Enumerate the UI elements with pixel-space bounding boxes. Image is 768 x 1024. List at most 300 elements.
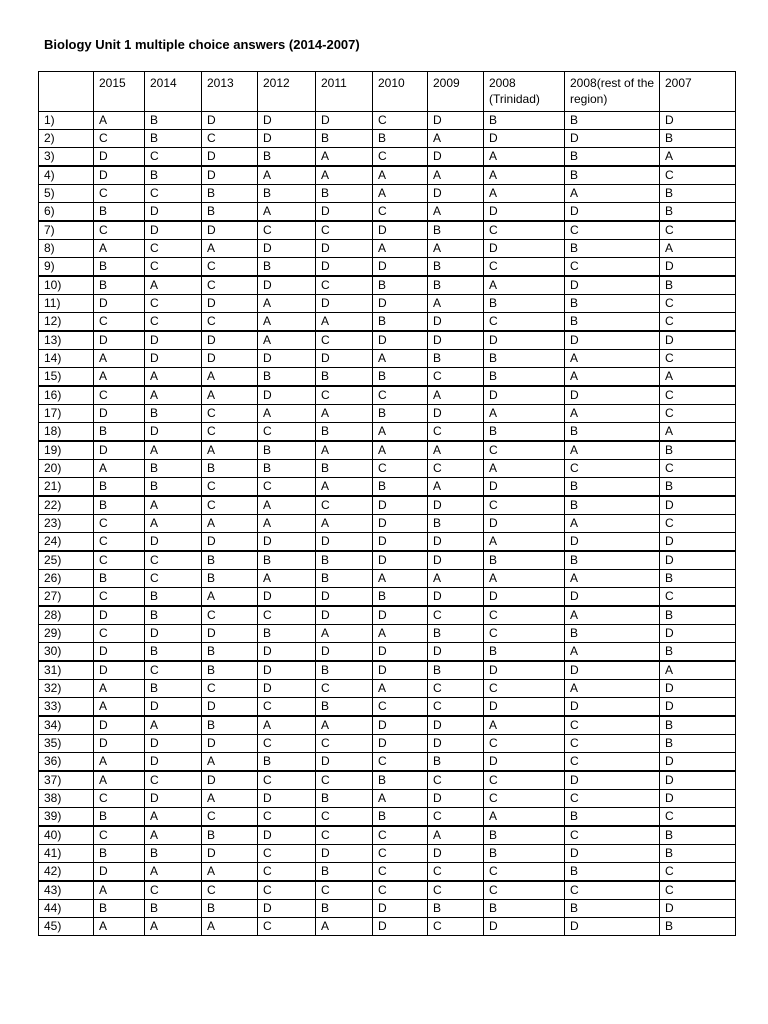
question-number-cell: 7)	[39, 221, 94, 240]
answer-cell: C	[94, 790, 145, 808]
answer-cell: B	[258, 551, 316, 570]
question-number-cell: 18)	[39, 423, 94, 442]
answer-cell: B	[316, 698, 373, 717]
answer-cell: C	[660, 515, 736, 533]
answer-cell: C	[145, 240, 202, 258]
answer-cell: D	[660, 900, 736, 918]
answer-cell: D	[484, 753, 565, 772]
answer-cell: C	[428, 808, 484, 827]
answer-cell: C	[258, 606, 316, 625]
answer-cell: D	[660, 753, 736, 772]
answer-cell: D	[565, 918, 660, 936]
answer-cell: A	[373, 680, 428, 698]
answer-cell: B	[316, 185, 373, 203]
answer-cell: B	[94, 478, 145, 497]
question-number-cell: 29)	[39, 625, 94, 643]
answer-cell: C	[202, 276, 258, 295]
header-cell: 2008(rest of the region)	[565, 72, 660, 112]
answer-cell: C	[94, 130, 145, 148]
answer-cell: D	[660, 112, 736, 130]
answer-cell: B	[660, 570, 736, 588]
answer-cell: C	[202, 258, 258, 277]
answer-cell: B	[660, 130, 736, 148]
answer-cell: C	[316, 735, 373, 753]
table-row	[39, 716, 736, 735]
answer-cell: C	[428, 881, 484, 900]
table-row	[39, 350, 736, 368]
answer-cell: B	[94, 496, 145, 515]
answer-cell: D	[484, 515, 565, 533]
answer-cell: C	[373, 148, 428, 167]
table-row	[39, 295, 736, 313]
answer-cell: C	[145, 313, 202, 332]
answer-cell: C	[660, 295, 736, 313]
answer-cell: D	[565, 588, 660, 607]
answer-cell: A	[428, 130, 484, 148]
answer-cell: B	[145, 845, 202, 863]
answer-cell: D	[660, 698, 736, 717]
answer-cell: A	[258, 515, 316, 533]
answer-cell: B	[428, 221, 484, 240]
answer-cell: A	[258, 313, 316, 332]
answer-cell: A	[94, 881, 145, 900]
answer-cell: D	[428, 845, 484, 863]
answer-cell: B	[316, 900, 373, 918]
answer-cell: A	[94, 680, 145, 698]
answer-cell: B	[565, 478, 660, 497]
answer-cell: D	[373, 258, 428, 277]
answer-cell: A	[660, 368, 736, 387]
answer-cell: A	[484, 276, 565, 295]
header-row	[39, 72, 736, 112]
answer-cell: B	[565, 808, 660, 827]
answer-cell: D	[258, 130, 316, 148]
answer-cell: C	[373, 753, 428, 772]
question-number-cell: 20)	[39, 460, 94, 478]
answer-cell: B	[145, 460, 202, 478]
table-row	[39, 643, 736, 662]
answer-cell: D	[145, 698, 202, 717]
answer-cell: A	[258, 203, 316, 222]
answer-cell: D	[94, 716, 145, 735]
answer-cell: D	[316, 258, 373, 277]
answer-cell: B	[258, 753, 316, 772]
answer-cell: A	[145, 368, 202, 387]
answer-cell: B	[660, 735, 736, 753]
answer-cell: A	[484, 716, 565, 735]
answer-cell: D	[660, 771, 736, 790]
answer-cell: D	[428, 148, 484, 167]
answer-cell: A	[428, 478, 484, 497]
answer-cell: C	[484, 258, 565, 277]
answer-cell: D	[660, 680, 736, 698]
answer-cell: C	[484, 606, 565, 625]
header-cell: 2010	[373, 72, 428, 112]
answer-cell: C	[660, 386, 736, 405]
answer-cell: D	[145, 625, 202, 643]
answer-cell: D	[373, 716, 428, 735]
answer-cell: D	[145, 533, 202, 552]
answer-cell: C	[145, 295, 202, 313]
answer-cell: B	[145, 680, 202, 698]
answer-cell: D	[373, 551, 428, 570]
answer-cell: D	[484, 130, 565, 148]
answer-cell: D	[258, 112, 316, 130]
answer-cell: D	[428, 112, 484, 130]
answer-cell: B	[258, 368, 316, 387]
answer-cell: A	[373, 570, 428, 588]
answer-cell: C	[373, 863, 428, 882]
answer-cell: D	[202, 166, 258, 185]
answer-cell: B	[258, 185, 316, 203]
answer-cell: D	[258, 826, 316, 845]
answer-cell: B	[94, 900, 145, 918]
question-number-cell: 37)	[39, 771, 94, 790]
answer-cell: D	[565, 771, 660, 790]
answer-cell: B	[484, 423, 565, 442]
answer-cell: C	[316, 826, 373, 845]
answer-cell: D	[258, 533, 316, 552]
table-row	[39, 808, 736, 827]
answer-cell: C	[373, 845, 428, 863]
answer-cell: B	[565, 625, 660, 643]
answer-cell: C	[316, 276, 373, 295]
answer-cell: D	[316, 606, 373, 625]
answer-cell: D	[316, 350, 373, 368]
answer-cell: D	[258, 900, 316, 918]
answer-cell: B	[316, 863, 373, 882]
table-row	[39, 863, 736, 882]
answer-cell: C	[316, 496, 373, 515]
answer-cell: A	[316, 148, 373, 167]
answer-cell: D	[660, 533, 736, 552]
answer-cell: D	[202, 350, 258, 368]
question-number-cell: 35)	[39, 735, 94, 753]
question-number-cell: 12)	[39, 313, 94, 332]
answer-cell: A	[484, 405, 565, 423]
answer-cell: C	[484, 221, 565, 240]
table-row	[39, 588, 736, 607]
answer-cell: C	[428, 460, 484, 478]
answer-cell: C	[660, 863, 736, 882]
question-number-cell: 42)	[39, 863, 94, 882]
answer-cell: A	[258, 166, 316, 185]
table-row	[39, 478, 736, 497]
answer-cell: C	[202, 808, 258, 827]
answer-cell: B	[373, 368, 428, 387]
answer-cell: D	[660, 496, 736, 515]
question-number-cell: 36)	[39, 753, 94, 772]
answer-cell: B	[202, 185, 258, 203]
question-number-cell: 43)	[39, 881, 94, 900]
answer-cell: B	[145, 112, 202, 130]
answer-cell: B	[660, 643, 736, 662]
answer-cell: D	[565, 276, 660, 295]
table-row	[39, 331, 736, 350]
answer-cell: D	[373, 900, 428, 918]
answer-cell: B	[145, 588, 202, 607]
answer-cell: A	[316, 478, 373, 497]
question-number-cell: 31)	[39, 661, 94, 680]
answer-cell: A	[373, 350, 428, 368]
answer-cell: D	[484, 698, 565, 717]
table-row	[39, 405, 736, 423]
question-number-cell: 27)	[39, 588, 94, 607]
answer-cell: A	[373, 423, 428, 442]
answer-cell: B	[428, 661, 484, 680]
answer-cell: B	[258, 258, 316, 277]
table-row	[39, 460, 736, 478]
answer-cell: D	[428, 588, 484, 607]
answer-cell: D	[94, 606, 145, 625]
answer-cell: D	[145, 790, 202, 808]
answer-cell: C	[316, 771, 373, 790]
answer-cell: C	[94, 588, 145, 607]
question-number-cell: 2)	[39, 130, 94, 148]
answer-cell: D	[94, 295, 145, 313]
header-cell: 2009	[428, 72, 484, 112]
question-number-cell: 33)	[39, 698, 94, 717]
answer-cell: D	[428, 533, 484, 552]
question-number-cell: 34)	[39, 716, 94, 735]
answer-cell: C	[428, 368, 484, 387]
answer-cell: C	[202, 606, 258, 625]
table-header	[39, 72, 736, 112]
answer-cell: B	[145, 166, 202, 185]
answer-cell: B	[316, 551, 373, 570]
answer-cell: C	[145, 551, 202, 570]
header-cell: 2012	[258, 72, 316, 112]
answer-cell: C	[202, 405, 258, 423]
answer-cell: C	[202, 478, 258, 497]
table-row	[39, 166, 736, 185]
answer-cell: A	[258, 405, 316, 423]
answer-cell: C	[484, 790, 565, 808]
table-row	[39, 112, 736, 130]
answer-cell: D	[484, 386, 565, 405]
answer-cell: D	[565, 130, 660, 148]
answer-cell: A	[202, 441, 258, 460]
answer-cell: A	[484, 460, 565, 478]
answer-cell: D	[202, 735, 258, 753]
answer-cell: B	[428, 350, 484, 368]
answer-cell: A	[565, 441, 660, 460]
answer-cell: D	[565, 386, 660, 405]
answer-cell: A	[373, 240, 428, 258]
answer-cell: C	[428, 698, 484, 717]
answer-cell: D	[428, 735, 484, 753]
answer-cell: C	[373, 698, 428, 717]
answer-cell: A	[258, 496, 316, 515]
answer-cell: A	[94, 460, 145, 478]
answer-cell: A	[316, 515, 373, 533]
answer-cell: C	[565, 826, 660, 845]
answer-cell: B	[565, 295, 660, 313]
answer-cell: C	[258, 735, 316, 753]
answer-cell: D	[202, 625, 258, 643]
answer-cell: A	[94, 753, 145, 772]
answer-cell: A	[258, 716, 316, 735]
answer-cell: D	[660, 551, 736, 570]
question-number-cell: 19)	[39, 441, 94, 460]
answer-cell: B	[565, 900, 660, 918]
answer-cell: A	[202, 790, 258, 808]
answer-cell: B	[145, 643, 202, 662]
answer-cell: B	[202, 900, 258, 918]
answer-cell: C	[94, 826, 145, 845]
answer-cell: B	[202, 826, 258, 845]
answer-cell: D	[202, 698, 258, 717]
answer-cell: C	[258, 845, 316, 863]
answer-cell: A	[145, 918, 202, 936]
answer-cell: A	[316, 918, 373, 936]
answer-cell: D	[202, 148, 258, 167]
answer-cell: B	[660, 441, 736, 460]
table-row	[39, 221, 736, 240]
answer-cell: B	[202, 661, 258, 680]
answer-cell: B	[373, 276, 428, 295]
answer-cell: A	[565, 606, 660, 625]
answer-cell: C	[258, 698, 316, 717]
question-number-cell: 16)	[39, 386, 94, 405]
answer-cell: D	[258, 643, 316, 662]
table-row	[39, 313, 736, 332]
answer-cell: B	[660, 918, 736, 936]
question-number-cell: 3)	[39, 148, 94, 167]
answer-cell: A	[94, 112, 145, 130]
answer-cell: D	[258, 588, 316, 607]
answer-cell: C	[94, 221, 145, 240]
answer-cell: A	[660, 240, 736, 258]
answer-cell: B	[373, 771, 428, 790]
answer-cell: B	[94, 258, 145, 277]
answer-cell: A	[316, 405, 373, 423]
table-row	[39, 918, 736, 936]
table-row	[39, 625, 736, 643]
answer-cell: D	[373, 643, 428, 662]
answer-cell: D	[565, 203, 660, 222]
answer-cell: B	[145, 606, 202, 625]
answer-cell: A	[373, 166, 428, 185]
answer-cell: C	[94, 313, 145, 332]
answer-cell: A	[94, 771, 145, 790]
answer-cell: A	[202, 515, 258, 533]
question-number-cell: 45)	[39, 918, 94, 936]
answer-cell: B	[484, 900, 565, 918]
answer-cell: A	[660, 148, 736, 167]
answer-cell: C	[145, 185, 202, 203]
answer-cell: C	[373, 460, 428, 478]
table-row	[39, 551, 736, 570]
question-number-cell: 14)	[39, 350, 94, 368]
answer-cell: C	[94, 386, 145, 405]
answer-cell: B	[316, 130, 373, 148]
answer-cell: D	[373, 515, 428, 533]
answer-cell: A	[565, 368, 660, 387]
answer-cell: B	[484, 350, 565, 368]
answer-cell: C	[145, 771, 202, 790]
answer-cell: C	[428, 423, 484, 442]
answer-cell: B	[565, 148, 660, 167]
document-title: Biology Unit 1 multiple choice answers (2014-2007)	[44, 37, 360, 52]
table-row	[39, 441, 736, 460]
question-number-cell: 15)	[39, 368, 94, 387]
answer-cell: D	[258, 386, 316, 405]
answer-cell: D	[428, 185, 484, 203]
question-number-cell: 28)	[39, 606, 94, 625]
answer-cell: D	[202, 221, 258, 240]
answer-cell: B	[316, 570, 373, 588]
answer-cell: D	[373, 606, 428, 625]
header-cell: 2011	[316, 72, 373, 112]
table-row	[39, 771, 736, 790]
answer-cell: C	[258, 771, 316, 790]
answer-cell: C	[565, 258, 660, 277]
table-body	[39, 112, 736, 936]
answer-cell: D	[428, 643, 484, 662]
answer-cell: A	[484, 166, 565, 185]
question-number-cell: 4)	[39, 166, 94, 185]
answer-cell: C	[484, 496, 565, 515]
answer-cell: D	[565, 331, 660, 350]
answer-cell: B	[660, 845, 736, 863]
table-row	[39, 735, 736, 753]
answer-cell: B	[565, 423, 660, 442]
answer-cell: C	[202, 130, 258, 148]
answer-cell: A	[565, 185, 660, 203]
answer-cell: D	[373, 331, 428, 350]
answer-cell: D	[94, 441, 145, 460]
answer-cell: C	[145, 881, 202, 900]
answer-cell: A	[565, 643, 660, 662]
answer-cell: A	[94, 918, 145, 936]
answer-cell: B	[565, 863, 660, 882]
answer-cell: B	[428, 753, 484, 772]
answer-cell: B	[484, 826, 565, 845]
answer-cell: B	[565, 313, 660, 332]
answer-cell: A	[316, 166, 373, 185]
answer-cell: D	[316, 643, 373, 662]
answer-cell: B	[202, 203, 258, 222]
question-number-cell: 5)	[39, 185, 94, 203]
answer-cell: C	[428, 771, 484, 790]
answer-cell: D	[373, 295, 428, 313]
answer-cell: A	[145, 496, 202, 515]
answer-cell: C	[202, 496, 258, 515]
answer-cell: C	[428, 606, 484, 625]
answer-cell: A	[202, 863, 258, 882]
answer-cell: B	[202, 460, 258, 478]
answer-cell: B	[660, 716, 736, 735]
answer-cell: D	[94, 405, 145, 423]
answer-cell: B	[428, 900, 484, 918]
answer-cell: C	[316, 386, 373, 405]
answer-cell: A	[145, 716, 202, 735]
answer-cell: A	[660, 661, 736, 680]
answer-cell: D	[316, 203, 373, 222]
answer-cell: C	[565, 881, 660, 900]
answer-cell: C	[145, 258, 202, 277]
answer-cell: D	[316, 753, 373, 772]
answer-cell: C	[258, 221, 316, 240]
answer-cell: C	[565, 460, 660, 478]
answer-cell: C	[145, 570, 202, 588]
table-row	[39, 423, 736, 442]
answer-cell: D	[428, 405, 484, 423]
header-cell: 2007	[660, 72, 736, 112]
answer-cell: A	[373, 790, 428, 808]
answer-cell: B	[94, 203, 145, 222]
